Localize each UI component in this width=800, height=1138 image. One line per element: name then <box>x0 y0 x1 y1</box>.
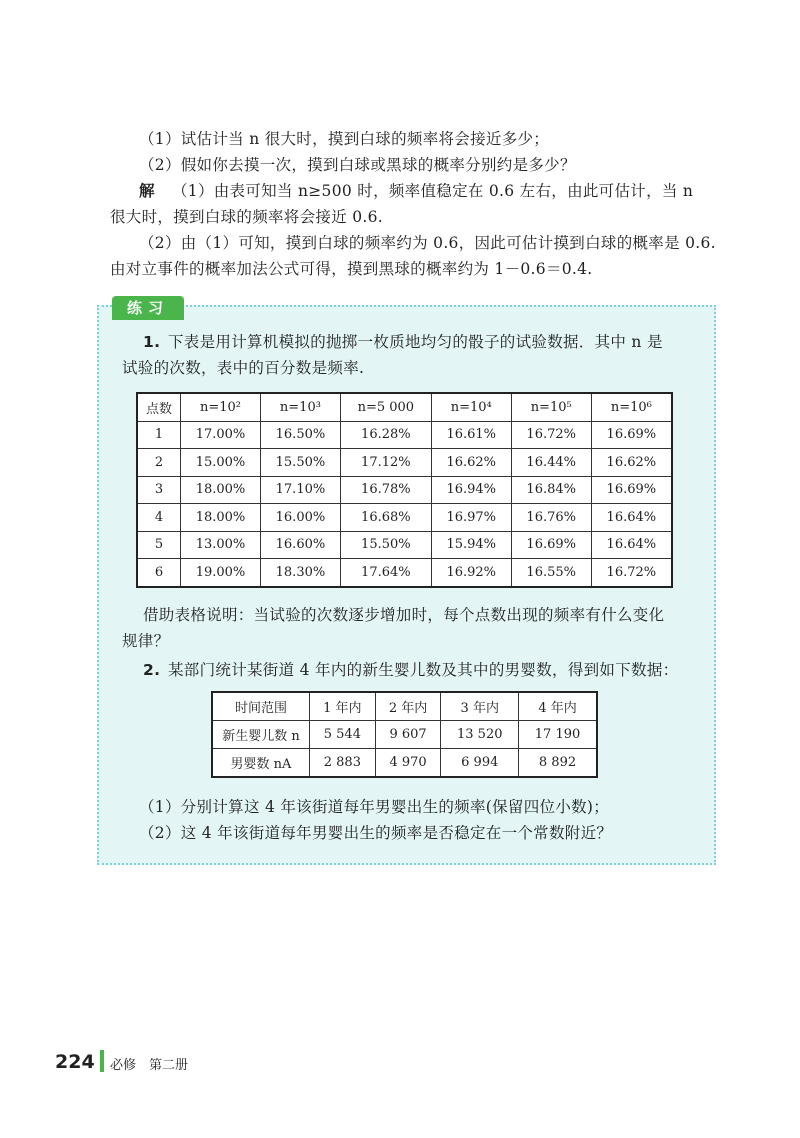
infant-births-table <box>211 691 598 778</box>
table-header-cell: 2 年内 <box>375 692 441 721</box>
exercise-1-text-line-2: 试验的次数，表中的百分数是频率. <box>122 359 365 377</box>
table-header-cell: 4 年内 <box>519 692 597 721</box>
table-row <box>137 531 672 559</box>
solution-1-line-2: 很大时，摸到白球的频率将会接近 0.6. <box>110 208 384 226</box>
table-cell: 16.28% <box>340 421 431 449</box>
table-cell: 16.68% <box>340 504 431 532</box>
table-header-cell: n=5 000 <box>340 393 431 421</box>
solution-2-line-1: （2）由（1）可知，摸到白球的频率约为 0.6，因此可估计摸到白球的概率是 0.6. <box>139 234 716 252</box>
table-cell: 15.00% <box>181 449 261 477</box>
table-cell: 16.84% <box>511 476 591 504</box>
table-cell: 3 <box>137 476 181 504</box>
table-cell: 5 <box>137 531 181 559</box>
table-cell: 19.00% <box>181 559 261 587</box>
table-cell: 16.92% <box>431 559 511 587</box>
table-cell: 15.50% <box>260 449 340 477</box>
table-cell: 16.64% <box>591 504 672 532</box>
table-cell: 新生婴儿数 n <box>212 721 310 749</box>
table-cell: 9 607 <box>375 721 441 749</box>
table-cell: 16.61% <box>431 421 511 449</box>
solution-2-line-2: 由对立事件的概率加法公式可得，摸到黑球的概率约为 1－0.6＝0.4. <box>110 260 593 278</box>
table-header-cell: n=10⁴ <box>431 393 511 421</box>
exercise-1-question-line-1: 借助表格说明：当试验的次数逐步增加时，每个点数出现的频率有什么变化 <box>143 606 665 624</box>
table-header-cell: 点数 <box>137 393 181 421</box>
table-header-cell: n=10² <box>181 393 261 421</box>
table-cell: 15.50% <box>340 531 431 559</box>
page-number: 224 <box>55 1051 95 1073</box>
table-cell: 16.60% <box>260 531 340 559</box>
table-cell: 16.78% <box>340 476 431 504</box>
table-cell: 18.00% <box>181 476 261 504</box>
table-row <box>137 449 672 477</box>
question-1: （1）试估计当 n 很大时，摸到白球的频率将会接近多少； <box>139 130 550 148</box>
table-cell: 13.00% <box>181 531 261 559</box>
table-header-cell: 时间范围 <box>212 692 310 721</box>
table-cell: 16.69% <box>511 531 591 559</box>
footer-accent-bar <box>100 1050 104 1072</box>
table-cell: 18.00% <box>181 504 261 532</box>
table-cell: 男婴数 nA <box>212 749 310 778</box>
table-cell: 2 883 <box>310 749 376 778</box>
table-cell: 16.64% <box>591 531 672 559</box>
table-cell: 16.50% <box>260 421 340 449</box>
table-cell: 5 544 <box>310 721 376 749</box>
table-row <box>212 749 597 778</box>
table-cell: 16.44% <box>511 449 591 477</box>
table-cell: 16.72% <box>591 559 672 587</box>
table-row <box>212 721 597 749</box>
table-header-cell: n=10⁵ <box>511 393 591 421</box>
table-cell: 4 <box>137 504 181 532</box>
table-cell: 4 970 <box>375 749 441 778</box>
table-cell: 6 994 <box>441 749 519 778</box>
table-cell: 16.62% <box>591 449 672 477</box>
table-cell: 16.69% <box>591 476 672 504</box>
table-cell: 15.94% <box>431 531 511 559</box>
book-title: 必修 第二册 <box>110 1058 189 1073</box>
table-cell: 17 190 <box>519 721 597 749</box>
table-cell: 17.00% <box>181 421 261 449</box>
table-cell: 6 <box>137 559 181 587</box>
table-cell: 16.76% <box>511 504 591 532</box>
table-cell: 13 520 <box>441 721 519 749</box>
table-header-cell: n=10⁶ <box>591 393 672 421</box>
table-header-row <box>212 692 597 721</box>
table-cell: 17.10% <box>260 476 340 504</box>
table-cell: 16.94% <box>431 476 511 504</box>
exercise-tag: 练习 <box>112 296 184 320</box>
table-cell: 16.97% <box>431 504 511 532</box>
table-cell: 16.72% <box>511 421 591 449</box>
table-cell: 18.30% <box>260 559 340 587</box>
table-cell: 16.00% <box>260 504 340 532</box>
exercise-1-text-line-1: 下表是用计算机模拟的抛掷一枚质地均匀的骰子的试验数据．其中 n 是 <box>168 333 663 351</box>
exercise-2-number: 2. <box>143 661 161 679</box>
exercise-2-question-1: （1）分别计算这 4 年该街道每年男婴出生的频率(保留四位小数)； <box>139 798 610 816</box>
table-cell: 17.12% <box>340 449 431 477</box>
table-header-cell: n=10³ <box>260 393 340 421</box>
table-row <box>137 504 672 532</box>
solution-label: 解 <box>139 182 155 200</box>
table-cell: 16.55% <box>511 559 591 587</box>
table-header-cell: 3 年内 <box>441 692 519 721</box>
table-cell: 17.64% <box>340 559 431 587</box>
table-cell: 1 <box>137 421 181 449</box>
table-cell: 16.62% <box>431 449 511 477</box>
exercise-1-question-line-2: 规律？ <box>122 632 170 650</box>
solution-1-line-1: （1）由表可知当 n≥500 时，频率值稳定在 0.6 左右，由此可估计，当 n <box>172 182 694 200</box>
table-row <box>137 559 672 587</box>
table-header-cell: 1 年内 <box>310 692 376 721</box>
exercise-1-number: 1. <box>143 333 161 351</box>
table-header-row <box>137 393 672 421</box>
table-cell: 2 <box>137 449 181 477</box>
table-row <box>137 476 672 504</box>
exercise-2-question-2: （2）这 4 年该街道每年男婴出生的频率是否稳定在一个常数附近？ <box>139 824 613 842</box>
dice-frequency-table <box>136 392 673 588</box>
table-cell: 8 892 <box>519 749 597 778</box>
exercise-2-text: 某部门统计某街道 4 年内的新生婴儿数及其中的男婴数，得到如下数据： <box>168 661 679 679</box>
question-2: （2）假如你去摸一次，摸到白球或黑球的概率分别约是多少？ <box>139 156 576 174</box>
table-row <box>137 421 672 449</box>
table-cell: 16.69% <box>591 421 672 449</box>
